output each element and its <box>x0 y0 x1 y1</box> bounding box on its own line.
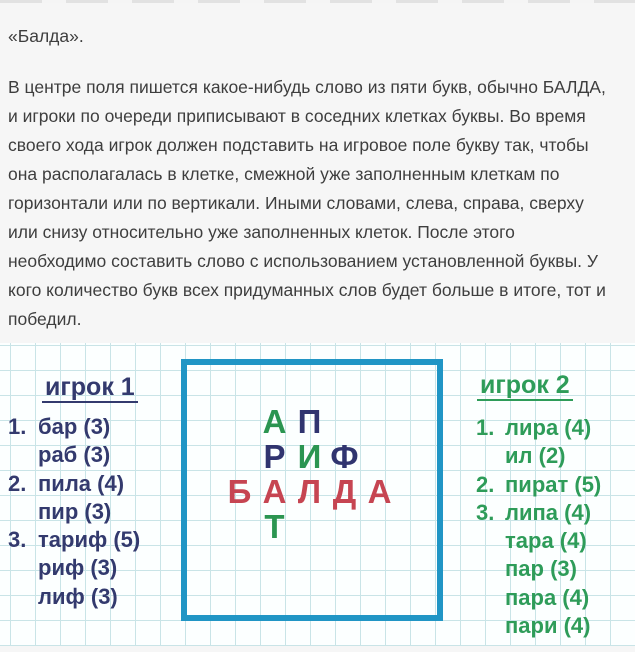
paragraph-line: своего хода игрок должен подставить на игровое поле букву так, чтобы <box>8 135 589 155</box>
board-letters-grid <box>222 404 397 544</box>
word-list-item <box>8 413 140 441</box>
word-list-item <box>476 584 601 612</box>
word-with-score: бар (3) <box>38 414 111 439</box>
rules-paragraph <box>8 73 632 334</box>
word-with-score: тариф (5) <box>38 527 141 553</box>
paragraph-line: горизонтали или по вертикали. Иными словами, слева, справа, сверху <box>8 193 584 213</box>
word-list-item <box>476 527 601 555</box>
player2-word-list <box>476 414 601 640</box>
word-list-item <box>8 583 140 611</box>
paragraph-line: необходимо составить слово с использованием установленной буквы. У <box>8 251 599 271</box>
move-number: 1. <box>8 414 27 439</box>
move-number: 3. <box>476 499 495 525</box>
move-number: 1. <box>476 415 495 440</box>
word-with-score: липа (4) <box>505 499 592 525</box>
word-list-item <box>8 554 140 582</box>
word-with-score: раб (3) <box>38 442 111 468</box>
board-letter: Д <box>332 473 357 510</box>
paragraph-line: В центре поля пишется какое-нибудь слово из пяти букв, обычно БАЛДА, <box>8 77 606 97</box>
player1-heading: игрок 1 <box>42 374 138 403</box>
player2-heading: игрок 2 <box>477 372 573 401</box>
word-with-score: пар (3) <box>505 556 577 582</box>
word-list-item <box>8 470 140 498</box>
word-with-score: пара (4) <box>505 584 590 610</box>
word-with-score: тара (4) <box>505 528 587 554</box>
word-list-item <box>8 441 140 469</box>
word-list-item <box>8 526 140 554</box>
board-letter: А <box>367 473 392 510</box>
board-letter: П <box>297 403 322 440</box>
move-number: 2. <box>8 470 27 496</box>
board-letter: Б <box>227 473 252 510</box>
board-letter: Л <box>297 473 322 510</box>
paragraph-line: победил. <box>8 309 82 329</box>
paragraph-line: кого количество букв всех придуманных слов будет больше в итоге, тот и <box>8 280 606 300</box>
word-list-item <box>476 442 601 470</box>
word-list-item <box>476 471 601 499</box>
top-edge-decoration <box>0 0 635 3</box>
word-with-score: лира (4) <box>505 415 592 440</box>
intro-title: «Балда». <box>8 26 84 46</box>
word-list-item <box>476 555 601 583</box>
word-with-score: пир (3) <box>38 498 112 524</box>
board-letter: Р <box>263 438 286 475</box>
word-with-score: пари (4) <box>505 613 591 639</box>
word-with-score: пират (5) <box>505 471 602 497</box>
game-board-image <box>0 343 635 646</box>
paragraph-line: или снизу относительно уже заполненных клеток. После этого <box>8 222 515 242</box>
move-number: 3. <box>8 527 27 553</box>
word-with-score: ил (2) <box>505 443 566 469</box>
board-letter: Т <box>264 508 285 545</box>
board-letter: А <box>262 403 287 440</box>
word-list-item <box>476 499 601 527</box>
board-letter: И <box>297 438 322 475</box>
board-letter: А <box>262 473 287 510</box>
paragraph-line: и игроки по очереди приписывают в соседних клетках буквы. Во время <box>8 106 586 126</box>
word-with-score: лиф (3) <box>38 583 118 609</box>
board-letter: Ф <box>330 438 359 475</box>
word-list-item <box>8 498 140 526</box>
word-with-score: риф (3) <box>38 555 118 581</box>
word-list-item <box>476 414 601 442</box>
player1-word-list <box>8 413 140 611</box>
paragraph-line: она располагалась в клетке, смежной уже заполненным клеткам по <box>8 164 560 184</box>
word-list-item <box>476 612 601 640</box>
move-number: 2. <box>476 471 495 497</box>
word-with-score: пила (4) <box>38 470 125 496</box>
